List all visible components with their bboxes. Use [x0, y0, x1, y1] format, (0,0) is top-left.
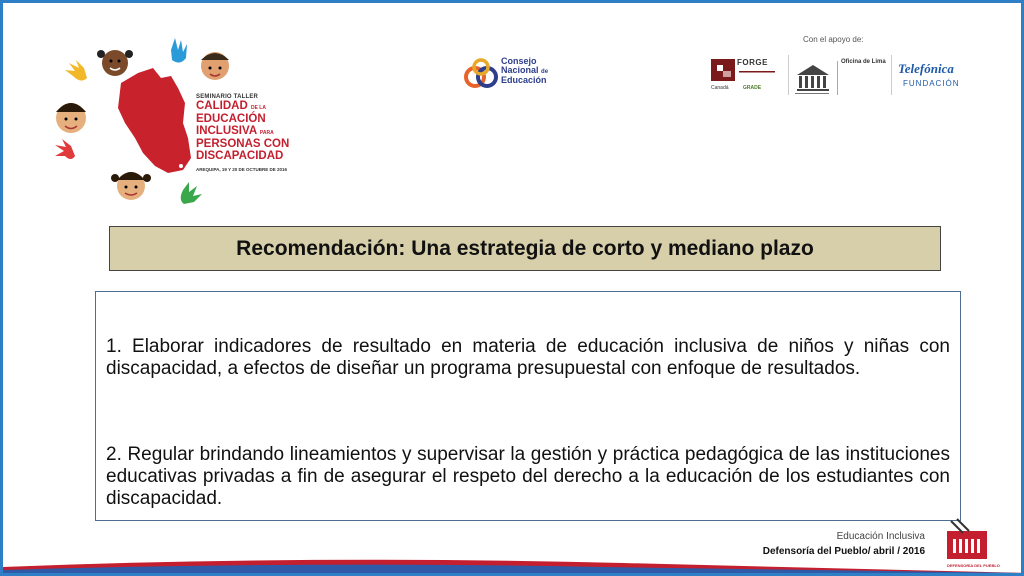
child-face-left: [56, 103, 86, 133]
child-face-right: [201, 52, 229, 80]
defensoria-logo-label: DEFENSORÍA DEL PUEBLO: [947, 563, 1000, 568]
footer-decorative-wave: [3, 553, 1024, 573]
sponsor-divider: [891, 55, 892, 95]
sponsors-label: Con el apoyo de:: [803, 35, 864, 44]
event-line-1: CALIDAD DE LA: [196, 100, 266, 112]
footer-topic: Educación Inclusiva: [836, 531, 925, 542]
child-face-bottom: [111, 172, 151, 200]
forge-logo-text: FORGE: [737, 58, 768, 67]
hand-icon-red: [55, 139, 75, 159]
slide-title: Recomendación: Una estrategia de corto y mediano plazo: [236, 236, 814, 260]
footer-source: Defensoría del Pueblo/ abril / 2016: [762, 546, 925, 557]
recommendation-item-2: 2. Regular brindando lineamientos y supervisar la gestión y práctica pedagógica de las instituciones educativas privadas a fin de asegurar el respeto del derecho a la educación de los estudiantes con discapacidad.: [106, 444, 950, 509]
peru-map-shape: [118, 68, 191, 173]
event-line-small: SEMINARIO TALLER: [196, 94, 259, 100]
sponsor-divider: [788, 55, 789, 95]
fundacion-logo-text: FUNDACIÓN: [903, 79, 960, 88]
event-line-2: EDUCACIÓN: [196, 112, 266, 125]
slide-title-box: [109, 226, 941, 271]
event-line-4: PERSONAS CON: [196, 137, 290, 150]
grade-logo-text: GRADE: [743, 85, 762, 91]
hand-icon-yellow: [65, 60, 87, 81]
event-date: AREQUIPA, 19 Y 20 DE OCTUBRE DE 2016: [196, 166, 288, 172]
hand-icon-green: [181, 182, 202, 204]
content-box: [95, 291, 961, 521]
child-face-top: [97, 50, 133, 76]
telefonica-logo-text: Telefónica: [898, 61, 954, 76]
canada-logo-text: Canadá: [711, 85, 729, 91]
hand-icon-blue: [171, 38, 187, 63]
recommendation-item-1: 1. Elaborar indicadores de resultado en materia de educación inclusiva de niños y niñas con discapacidad, a efectos de diseñar un programa presupuestal con enfoque de resultados.: [106, 336, 950, 379]
event-line-3: INCLUSIVA PARA: [196, 125, 274, 137]
unesco-oficina-text: Oficina de Lima: [841, 59, 886, 65]
cne-logo-text: Consejo Nacional de Educación: [501, 56, 549, 85]
event-title: [196, 94, 316, 172]
event-line-5: DISCAPACIDAD: [196, 150, 284, 162]
